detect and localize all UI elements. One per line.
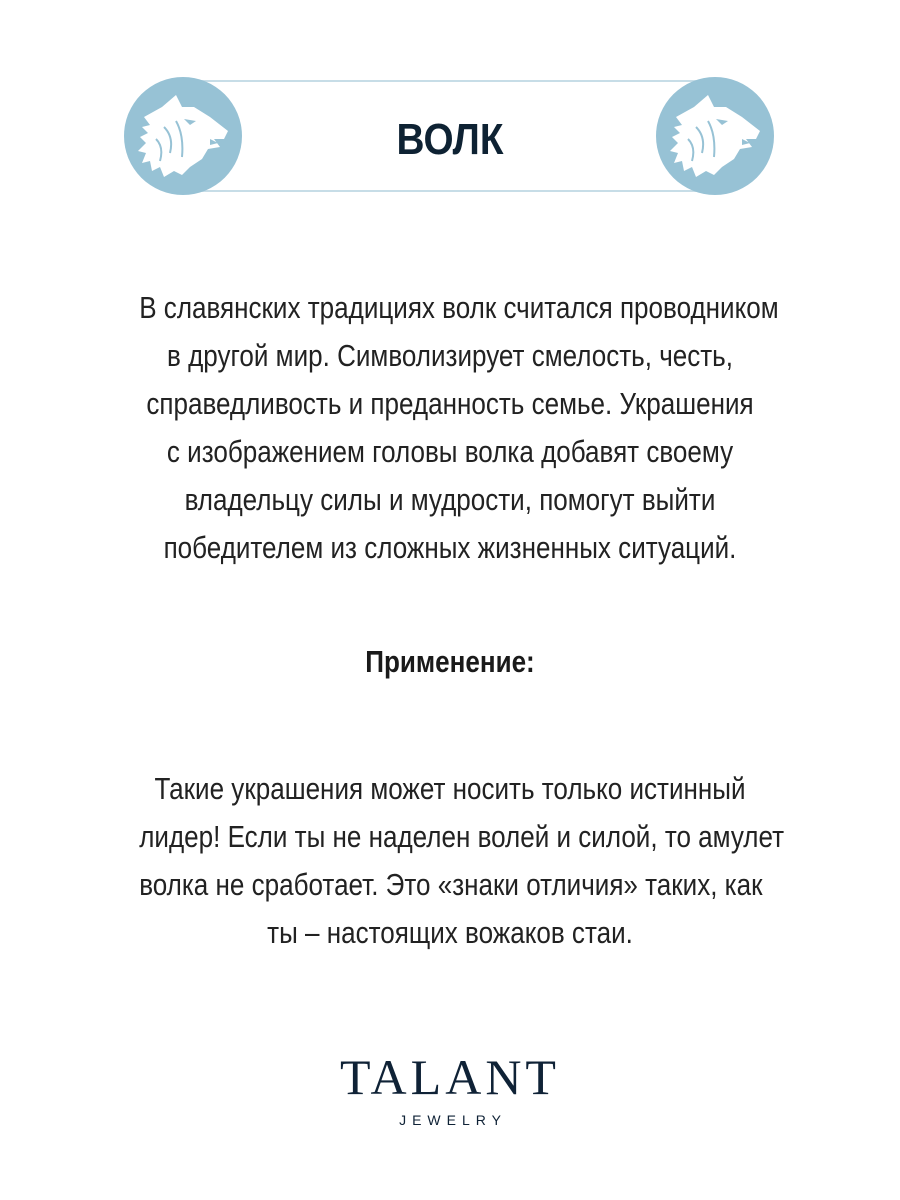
text-line: волка не сработает. Это «знаки отличия» таких, как xyxy=(139,867,763,902)
text-line: лидер! Если ты не наделен волей и силой, то амулет xyxy=(139,819,785,854)
usage-paragraph xyxy=(80,765,820,957)
wolf-head-icon xyxy=(124,77,242,195)
brand-name: TALANT xyxy=(340,1049,560,1105)
description-paragraph xyxy=(80,284,820,572)
wolf-emblem-right xyxy=(656,77,774,195)
text-line: с изображением головы волка добавят своему xyxy=(166,434,734,469)
text-line: Такие украшения может носить только истинный xyxy=(154,771,746,806)
brand-logo xyxy=(250,1048,650,1128)
page-title: ВОЛК xyxy=(396,115,504,164)
wolf-emblem-left xyxy=(124,77,242,195)
brand-tagline: JEWELRY xyxy=(399,1112,507,1128)
text-line: в другой мир. Символизирует смелость, честь, xyxy=(167,338,733,373)
text-line: В славянских традициях волк считался проводником xyxy=(139,290,779,325)
text-line: справедливость и преданность семье. Украшения xyxy=(146,386,754,421)
text-line: ты – настоящих вожаков стаи. xyxy=(267,915,633,950)
usage-heading: Применение: xyxy=(365,644,535,679)
wolf-head-icon xyxy=(656,77,774,195)
text-line: владельцу силы и мудрости, помогут выйти xyxy=(184,482,716,517)
text-line: победителем из сложных жизненных ситуаций. xyxy=(163,530,737,565)
